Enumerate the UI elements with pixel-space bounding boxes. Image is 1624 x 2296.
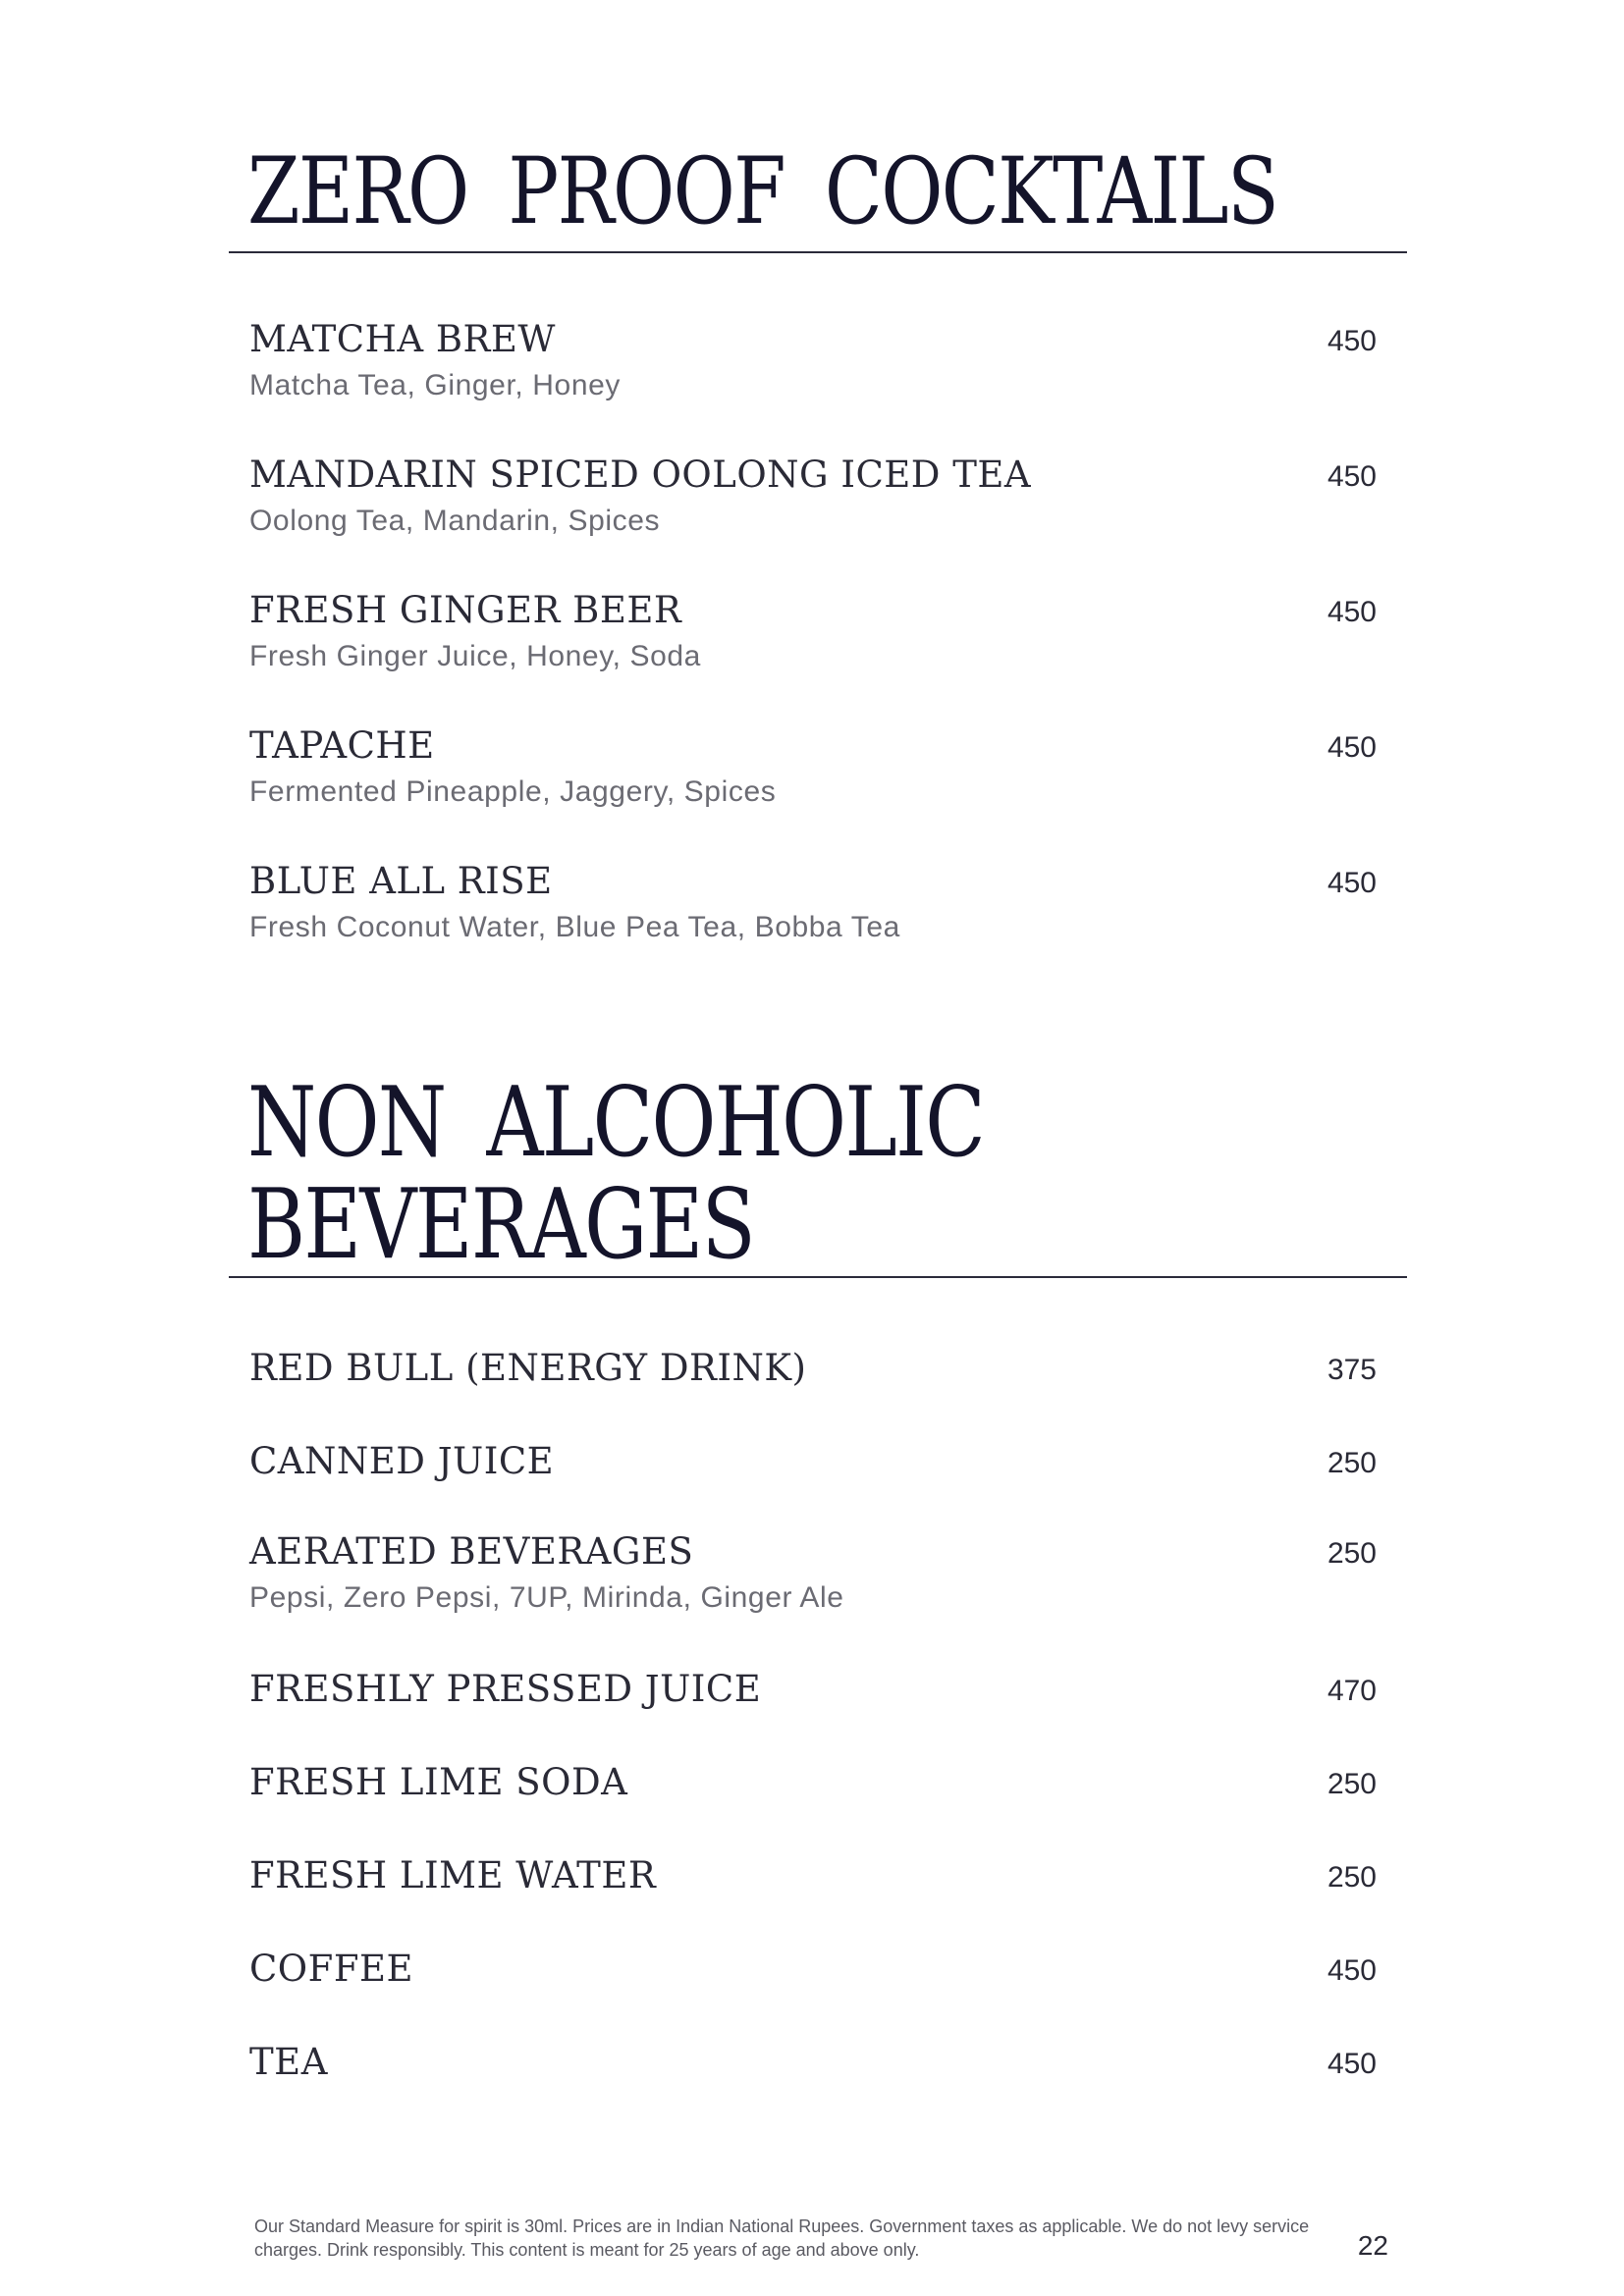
menu-item-name: CANNED JUICE (249, 1440, 555, 1482)
menu-item-name: AERATED BEVERAGES (249, 1530, 694, 1573)
menu-item-name: FRESH LIME WATER (249, 1854, 657, 1896)
section-title-line: NON ALCOHOLIC (247, 1067, 985, 1179)
menu-item-description: Matcha Tea, Ginger, Honey (249, 369, 621, 401)
menu-item-name: FRESHLY PRESSED JUICE (249, 1668, 762, 1710)
menu-item-price: 250 (1326, 1537, 1377, 1570)
menu-item-name: RED BULL (ENERGY DRINK) (249, 1347, 807, 1389)
footer-disclaimer: Our Standard Measure for spirit is 30ml. Prices are in Indian National Rupees. Government taxes as applicable. We do not levy service charges. Drink responsibly. This content is meant for 25 years of age and above only. (254, 2216, 1310, 2260)
menu-item-price: 450 (1326, 325, 1377, 357)
section-title-non-alcoholic-beverages (247, 1067, 985, 1281)
section-divider (229, 251, 1407, 253)
menu-item-price: 450 (1326, 731, 1377, 764)
menu-item-price: 450 (1326, 1954, 1377, 1987)
menu-item-name: TAPACHE (249, 724, 435, 767)
menu-item-price: 470 (1326, 1675, 1377, 1707)
menu-item-name: TEA (249, 2041, 328, 2083)
menu-item-price: 250 (1326, 1447, 1377, 1479)
menu-item-description: Oolong Tea, Mandarin, Spices (249, 505, 661, 537)
menu-item-name: MANDARIN SPICED OOLONG ICED TEA (249, 454, 1032, 496)
section-title-zero-proof-cocktails: ZERO PROOF COCKTAILS (247, 138, 1278, 245)
menu-item-name: BLUE ALL RISE (249, 860, 553, 902)
menu-item-name: COFFEE (249, 1948, 414, 1990)
menu-item-description: Fresh Coconut Water, Blue Pea Tea, Bobba Tea (249, 911, 900, 943)
page-number: 22 (1357, 2230, 1388, 2261)
menu-item-name: MATCHA BREW (249, 318, 556, 360)
menu-item-name: FRESH GINGER BEER (249, 589, 682, 631)
menu-item-price: 450 (1326, 596, 1377, 628)
menu-item-description: Pepsi, Zero Pepsi, 7UP, Mirinda, Ginger Ale (249, 1581, 844, 1614)
menu-item-price: 450 (1326, 460, 1377, 493)
menu-item-name: FRESH LIME SODA (249, 1761, 628, 1803)
menu-item-price: 250 (1326, 1861, 1377, 1894)
menu-item-price: 450 (1326, 867, 1377, 899)
menu-item-price: 450 (1326, 2048, 1377, 2080)
menu-item-price: 375 (1326, 1354, 1377, 1386)
menu-item-price: 250 (1326, 1768, 1377, 1800)
menu-item-description: Fresh Ginger Juice, Honey, Soda (249, 640, 701, 672)
section-divider (229, 1276, 1407, 1278)
section-title-line: BEVERAGES (247, 1169, 755, 1281)
menu-item-description: Fermented Pineapple, Jaggery, Spices (249, 775, 777, 808)
